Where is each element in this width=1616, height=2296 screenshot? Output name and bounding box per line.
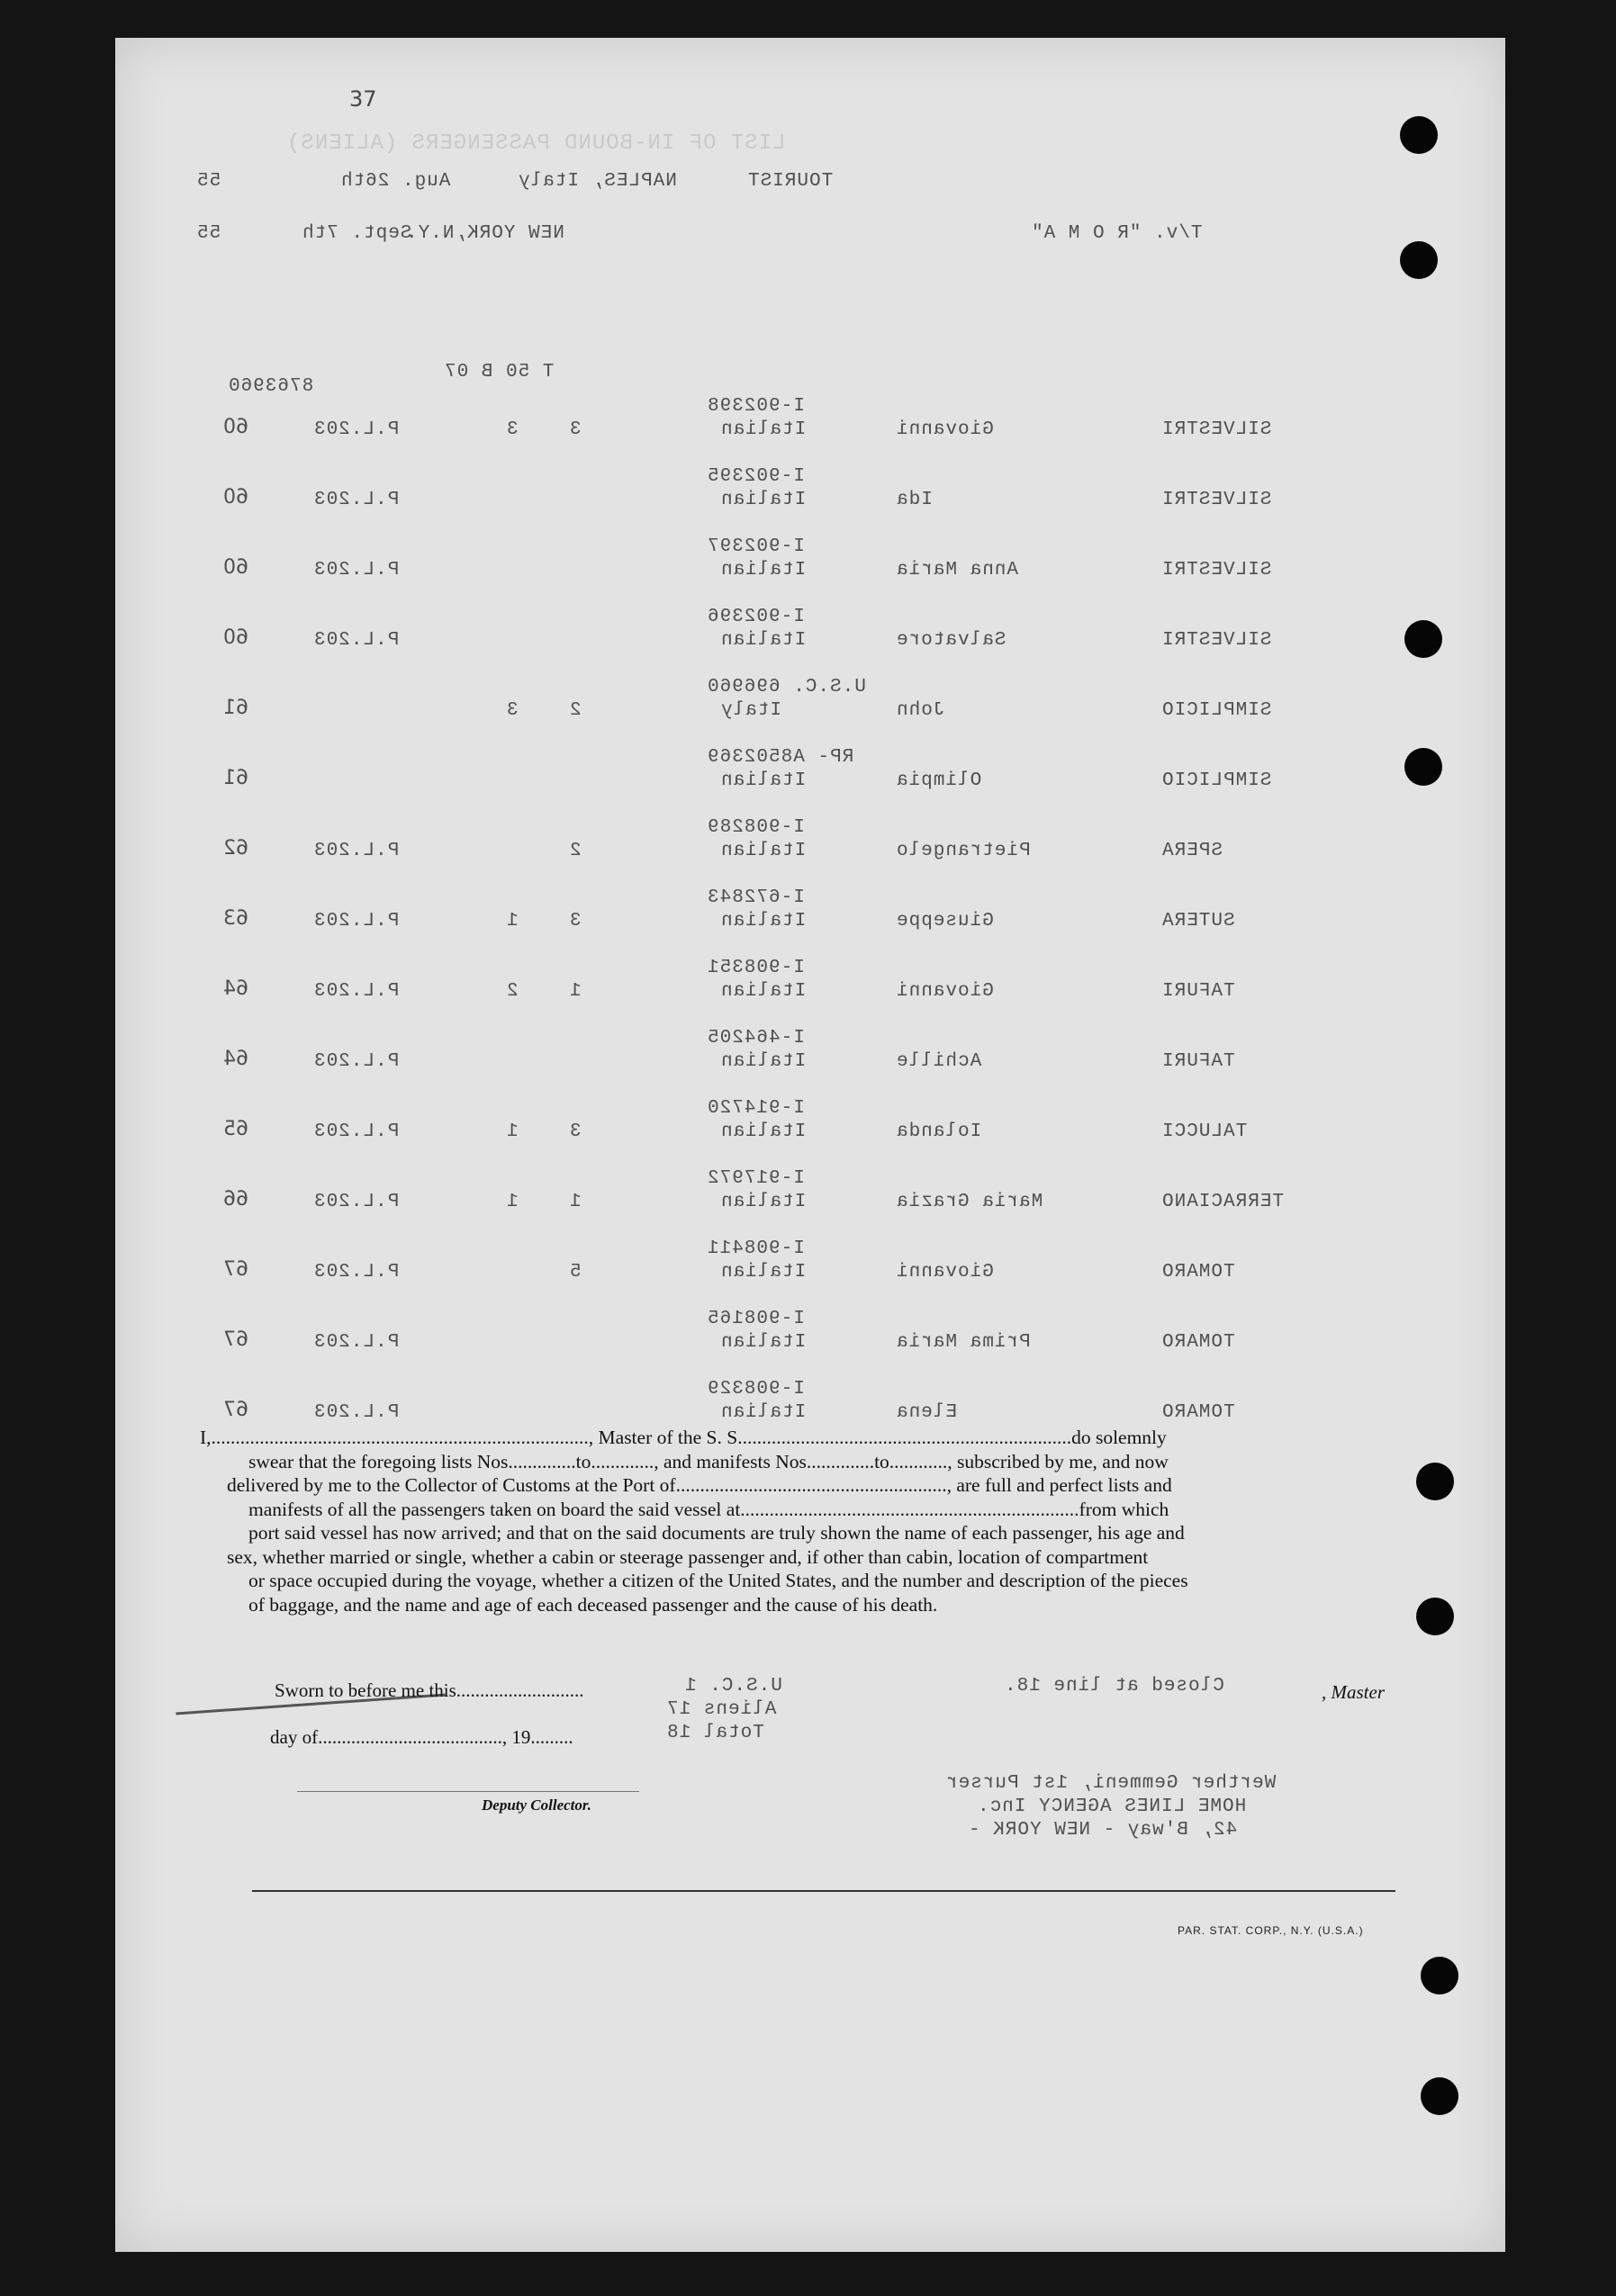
passenger-nationality: Italy — [720, 700, 782, 721]
passenger-doc-number: I-908351 — [707, 958, 805, 978]
date-departure: Aug. 26th — [340, 171, 451, 192]
passenger-given-name: Salvatore — [896, 630, 1007, 651]
passenger-nationality: Italian — [720, 911, 807, 932]
sworn-line: Sworn to before me this........................... — [275, 1679, 584, 1701]
passenger-line-number: 67 — [223, 1328, 248, 1351]
passenger-nationality: Italian — [720, 841, 807, 861]
passenger-surname: SILVESTRI — [1161, 490, 1272, 510]
passenger-line-number: 61 — [223, 697, 248, 719]
passenger-doc-number: I-908329 — [707, 1379, 805, 1400]
passenger-line-number: 61 — [223, 767, 248, 789]
statement-line: or space occupied during the voyage, whether a citizen of the United States, and the number and description of the pieces — [248, 1570, 1188, 1591]
passenger-doc-number: I-902397 — [707, 536, 805, 557]
passenger-count: 1 — [506, 1121, 519, 1142]
passenger-given-name: Olimpia — [896, 770, 982, 791]
column-code: T 50 B 07 — [444, 362, 555, 383]
master-label: , Master — [1322, 1681, 1385, 1703]
binder-hole — [1400, 241, 1438, 279]
passenger-nationality: Italian — [720, 1121, 807, 1142]
passenger-nationality: Italian — [720, 490, 807, 510]
passenger-doc-number: I-908289 — [707, 817, 805, 838]
passenger-count: 3 — [506, 419, 519, 440]
passenger-doc-number: I-902396 — [707, 607, 805, 627]
statement-line: swear that the foregoing lists Nos..............to............., and manifests Nos..............to............, subscribed by me, and now — [248, 1450, 1169, 1472]
statement-line: delivered by me to the Collector of Customs at the Port of........................................................, are full and perfect lists and — [227, 1474, 1172, 1496]
passenger-surname: TOMARO — [1161, 1402, 1235, 1423]
reverse-title: LIST OF IN-BOUND PASSENGERS (ALIENS) — [286, 131, 786, 156]
purser-signature: Werther Gemmeni, 1st Purser — [945, 1773, 1277, 1794]
footer-rule — [252, 1890, 1395, 1892]
binder-hole — [1416, 1598, 1454, 1635]
passenger-nationality: Italian — [720, 981, 807, 1002]
closed-at-line: Closed at line 18. — [1004, 1676, 1224, 1697]
statement-line: manifests of all the passengers taken on board the said vessel at......................................................................from which — [248, 1498, 1169, 1520]
passenger-nationality: Italian — [720, 560, 807, 581]
port-arrival: NEW YORK,N.Y. — [405, 223, 564, 244]
passenger-count: 2 — [506, 981, 519, 1002]
passenger-count: 1 — [569, 1192, 582, 1212]
passenger-nationality: Italian — [720, 1332, 807, 1353]
binder-hole — [1421, 2077, 1458, 2115]
passenger-pl-code: P.L.203 — [313, 1402, 400, 1423]
day-line: day of......................................., 19......... — [270, 1726, 573, 1748]
passenger-given-name: Achille — [896, 1051, 982, 1072]
passenger-given-name: Giuseppe — [896, 911, 994, 932]
passenger-line-number: 64 — [223, 1048, 248, 1070]
passenger-count: 1 — [506, 911, 519, 932]
passenger-pl-code: P.L.203 — [313, 1262, 400, 1283]
passenger-count: 2 — [569, 700, 582, 721]
passenger-nationality: Italian — [720, 419, 807, 440]
agency-address: 42, B'way - NEW YORK - — [968, 1820, 1238, 1841]
passenger-count: 1 — [569, 981, 582, 1002]
year-arrival: 55 — [196, 223, 221, 244]
passenger-pl-code: P.L.203 — [313, 560, 400, 581]
totals-usc: U.S.C. 1 — [684, 1676, 782, 1697]
passenger-given-name: Anna Maria — [896, 560, 1019, 581]
passenger-count: 3 — [569, 419, 582, 440]
passenger-line-number: 60 — [223, 486, 248, 509]
passenger-doc-number: I-902395 — [707, 466, 805, 487]
passenger-count: 5 — [569, 1262, 582, 1283]
passenger-doc-number: I-914720 — [707, 1098, 805, 1119]
vessel-name: T/v. "R O M A" — [1031, 223, 1203, 244]
passenger-pl-code: P.L.203 — [313, 1121, 400, 1142]
passenger-count: 3 — [569, 1121, 582, 1142]
passenger-nationality: Italian — [720, 1262, 807, 1283]
passenger-pl-code: P.L.203 — [313, 490, 400, 510]
passenger-surname: TAFURI — [1161, 1051, 1235, 1072]
class: TOURIST — [747, 171, 834, 192]
passenger-given-name: Ida — [896, 490, 933, 510]
passenger-given-name: Elena — [896, 1402, 958, 1423]
passenger-surname: SPERA — [1161, 841, 1223, 861]
passenger-surname: SIMPLICIO — [1161, 700, 1272, 721]
passenger-line-number: 67 — [223, 1258, 248, 1281]
passenger-doc-number: U.S.C. 696960 — [707, 677, 866, 698]
passenger-count: 2 — [569, 841, 582, 861]
passenger-given-name: John — [896, 700, 945, 721]
passenger-pl-code: P.L.203 — [313, 419, 400, 440]
passenger-pl-code: P.L.203 — [313, 841, 400, 861]
passenger-line-number: 64 — [223, 977, 248, 1000]
passenger-line-number: 66 — [223, 1188, 248, 1211]
statement-line: sex, whether married or single, whether a cabin or steerage passenger and, if other than cabin, location of compartment — [227, 1545, 1149, 1568]
passenger-nationality: Italian — [720, 770, 807, 791]
binder-hole — [1421, 1957, 1458, 1994]
passenger-surname: TOMARO — [1161, 1332, 1235, 1353]
passenger-given-name: Giovanni — [896, 1262, 994, 1283]
passenger-line-number: 65 — [223, 1118, 248, 1140]
passenger-pl-code: P.L.203 — [313, 1332, 400, 1353]
passenger-given-name: Prima Maria — [896, 1332, 1031, 1353]
passenger-pl-code: P.L.203 — [313, 1051, 400, 1072]
passenger-doc-number: I-902398 — [707, 396, 805, 417]
port-departure: NAPLES, Italy — [518, 171, 677, 192]
passenger-line-number: 60 — [223, 556, 248, 579]
passenger-nationality: Italian — [720, 1192, 807, 1212]
passenger-surname: TALUCCI — [1161, 1121, 1248, 1142]
agency-name: HOME LINES AGENCY Inc. — [977, 1796, 1247, 1817]
passenger-doc-number: I-908411 — [707, 1238, 805, 1259]
passenger-count: 3 — [569, 911, 582, 932]
passenger-line-number: 67 — [223, 1399, 248, 1421]
deputy-collector-label: Deputy Collector. — [482, 1796, 591, 1814]
statement-line: I,.............................................................................., Master of the S. S.....................................................................do solemnly — [200, 1427, 1167, 1448]
passenger-doc-number: I-464205 — [707, 1028, 805, 1049]
passenger-given-name: Iolanda — [896, 1121, 982, 1142]
passenger-surname: SILVESTRI — [1161, 630, 1272, 651]
statement-line: port said vessel has now arrived; and that on the said documents are truly shown the name of each passenger, his age and — [248, 1522, 1185, 1544]
passenger-doc-number: RP- A8502369 — [707, 747, 854, 768]
passenger-surname: SILVESTRI — [1161, 419, 1272, 440]
passenger-line-number: 60 — [223, 626, 248, 649]
passenger-pl-code: P.L.203 — [313, 630, 400, 651]
passenger-doc-number: I-917972 — [707, 1168, 805, 1189]
binder-hole — [1416, 1463, 1454, 1500]
passenger-count: 1 — [506, 1192, 519, 1212]
year-departure: 55 — [196, 171, 221, 192]
master-oath-statement — [133, 1426, 1394, 1616]
passenger-nationality: Italian — [720, 1051, 807, 1072]
binder-hole — [1404, 748, 1442, 786]
passenger-nationality: Italian — [720, 630, 807, 651]
page-number: 37 — [349, 86, 377, 112]
passenger-surname: TAFURI — [1161, 981, 1235, 1002]
passenger-doc-number: I-908165 — [707, 1309, 805, 1329]
statement-line: of baggage, and the name and age of each deceased passenger and the cause of his death. — [248, 1593, 938, 1616]
passenger-surname: SIMPLICIO — [1161, 770, 1272, 791]
passenger-given-name: Maria Grazia — [896, 1192, 1043, 1212]
signature-rule — [297, 1791, 639, 1792]
binder-hole — [1400, 116, 1438, 154]
totals-total: Total 18 — [666, 1723, 764, 1743]
manifest-sheet — [115, 38, 1505, 2252]
passenger-line-number: 60 — [223, 416, 248, 438]
passenger-given-name: Giovanni — [896, 981, 994, 1002]
passenger-pl-code: P.L.203 — [313, 1192, 400, 1212]
passenger-surname: TOMARO — [1161, 1262, 1235, 1283]
passenger-surname: SUTERA — [1161, 911, 1235, 932]
passenger-surname: TERRACIANO — [1161, 1192, 1285, 1212]
date-arrival: Sept. 7th — [302, 223, 412, 244]
binder-hole — [1404, 620, 1442, 658]
passenger-doc-number: I-672843 — [707, 887, 805, 908]
totals-aliens: Aliens 17 — [666, 1699, 777, 1720]
passenger-given-name: Giovanni — [896, 419, 994, 440]
column-number: 8763960 — [228, 376, 314, 397]
passenger-line-number: 63 — [223, 907, 248, 930]
passenger-line-number: 62 — [223, 837, 248, 860]
passenger-pl-code: P.L.203 — [313, 981, 400, 1002]
passenger-surname: SILVESTRI — [1161, 560, 1272, 581]
printer-imprint: PAR. STAT. CORP., N.Y. (U.S.A.) — [1178, 1924, 1364, 1937]
passenger-given-name: Pietrangelo — [896, 841, 1031, 861]
passenger-count: 3 — [506, 700, 519, 721]
passenger-nationality: Italian — [720, 1402, 807, 1423]
passenger-pl-code: P.L.203 — [313, 911, 400, 932]
